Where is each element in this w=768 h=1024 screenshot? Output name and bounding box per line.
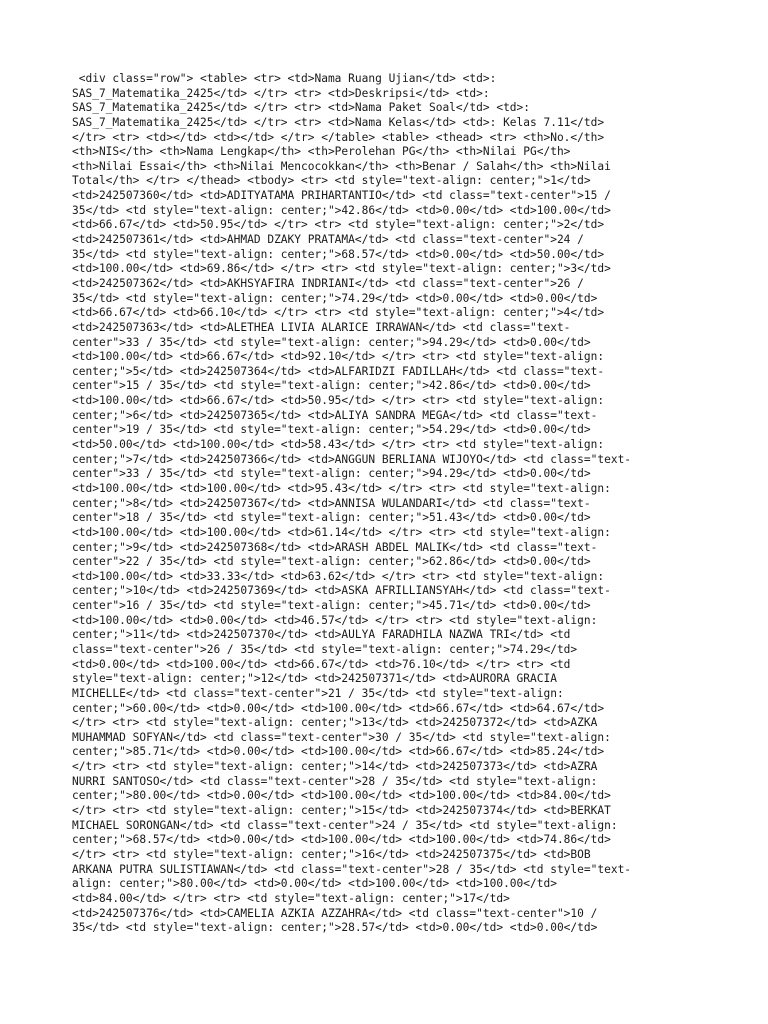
source-line: <td>242507363</td> <td>ALETHEA LIVIA ALARICE IRRAWAN</td> <td class="text-: [72, 320, 571, 334]
source-line: <td>66.67</td> <td>66.10</td> </tr> <tr> <td style="text-align: center;">4</td>: [72, 306, 605, 320]
source-line: SAS_7_Matematika_2425</td> </tr> <tr> <td>Nama Kelas</td> <td>: Kelas 7.11</td>: [72, 115, 605, 129]
source-line: 35</td> <td style="text-align: center;">28.57</td> <td>0.00</td> <td>0.00</td>: [72, 921, 598, 935]
source-line: center">16 / 35</td> <td style="text-align: center;">45.71</td> <td>0.00</td>: [72, 599, 591, 613]
source-line: center">18 / 35</td> <td style="text-align: center;">51.43</td> <td>0.00</td>: [72, 511, 591, 525]
source-line: <td>100.00</td> <td>100.00</td> <td>95.43</td> </tr> <tr> <td style="text-align:: [72, 481, 611, 495]
source-line: align: center;">80.00</td> <td>0.00</td> <td>100.00</td> <td>100.00</td>: [72, 877, 557, 891]
source-line: SAS_7_Matematika_2425</td> </tr> <tr> <td>Deskripsi</td> <td>:: [72, 86, 490, 100]
source-line: center;">68.57</td> <td>0.00</td> <td>100.00</td> <td>100.00</td> <td>74.86</td>: [72, 833, 611, 847]
source-line: <td>100.00</td> <td>100.00</td> <td>61.14</td> </tr> <tr> <td style="text-align:: [72, 525, 611, 539]
source-line: </tr> <tr> <td style="text-align: center;">14</td> <td>242507373</td> <td>AZRA: [72, 760, 598, 774]
source-line: <td>66.67</td> <td>50.95</td> </tr> <tr> <td style="text-align: center;">2</td>: [72, 218, 605, 232]
source-line: <td>100.00</td> <td>33.33</td> <td>63.62</td> </tr> <tr> <td style="text-align:: [72, 569, 605, 583]
source-line: center;">11</td> <td>242507370</td> <td>AULYA FARADHILA NAZWA TRI</td> <td: [72, 628, 571, 642]
source-line: <div class="row"> <table> <tr> <td>Nama Ruang Ujian</td> <td>:: [72, 72, 497, 85]
source-line: <td>0.00</td> <td>100.00</td> <td>66.67</td> <td>76.10</td> </tr> <tr> <td: [72, 657, 571, 671]
source-line: SAS_7_Matematika_2425</td> </tr> <tr> <td>Nama Paket Soal</td> <td>:: [72, 101, 531, 115]
source-line: 35</td> <td style="text-align: center;">42.86</td> <td>0.00</td> <td>100.00</td>: [72, 203, 611, 217]
source-line: NURRI SANTOSO</td> <td class="text-center">28 / 35</td> <td style="text-align:: [72, 774, 598, 788]
source-line: </tr> <tr> <td style="text-align: center;">13</td> <td>242507372</td> <td>AZKA: [72, 716, 598, 730]
source-line: center;">80.00</td> <td>0.00</td> <td>100.00</td> <td>100.00</td> <td>84.00</td>: [72, 789, 611, 803]
source-line: <td>100.00</td> <td>0.00</td> <td>46.57</td> </tr> <tr> <td style="text-align:: [72, 613, 598, 627]
source-line: center;">7</td> <td>242507366</td> <td>ANGGUN BERLIANA WIJOYO</td> <td class="text-: [72, 452, 632, 466]
source-line: center">33 / 35</td> <td style="text-align: center;">94.29</td> <td>0.00</td>: [72, 467, 591, 481]
source-line: center">15 / 35</td> <td style="text-align: center;">42.86</td> <td>0.00</td>: [72, 379, 591, 393]
source-line: <td>100.00</td> <td>66.67</td> <td>50.95</td> </tr> <tr> <td style="text-align:: [72, 394, 605, 408]
source-line: center;">85.71</td> <td>0.00</td> <td>100.00</td> <td>66.67</td> <td>85.24</td>: [72, 745, 605, 759]
source-line: center">22 / 35</td> <td style="text-align: center;">62.86</td> <td>0.00</td>: [72, 555, 591, 569]
source-line: <td>50.00</td> <td>100.00</td> <td>58.43</td> </tr> <tr> <td style="text-align:: [72, 438, 605, 452]
source-line: <td>242507361</td> <td>AHMAD DZAKY PRATAMA</td> <td class="text-center">24 /: [72, 233, 584, 247]
source-line: 35</td> <td style="text-align: center;">68.57</td> <td>0.00</td> <td>50.00</td>: [72, 247, 605, 261]
source-line: </tr> <tr> <td></td> <td></td> </tr> </table> <table> <thead> <tr> <th>No.</th>: [72, 130, 605, 144]
source-line: style="text-align: center;">12</td> <td>242507371</td> <td>AURORA GRACIA: [72, 672, 557, 686]
source-line: <td>242507362</td> <td>AKHSYAFIRA INDRIANI</td> <td class="text-center">26 /: [72, 276, 584, 290]
source-line: <td>242507376</td> <td>CAMELIA AZKIA AZZAHRA</td> <td class="text-center">10 /: [72, 906, 598, 920]
source-line: center;">8</td> <td>242507367</td> <td>ANNISA WULANDARI</td> <td class="text-: [72, 496, 591, 510]
html-source-text: [72, 72, 712, 936]
source-line: <td>100.00</td> <td>69.86</td> </tr> <tr> <td style="text-align: center;">3</td>: [72, 262, 611, 276]
source-line: center;">6</td> <td>242507365</td> <td>ALIYA SANDRA MEGA</td> <td class="text-: [72, 408, 598, 422]
source-line: ARKANA PUTRA SULISTIAWAN</td> <td class="text-center">28 / 35</td> <td style="text-: [72, 862, 632, 876]
source-line: center">33 / 35</td> <td style="text-align: center;">94.29</td> <td>0.00</td>: [72, 335, 591, 349]
source-line: <td>242507360</td> <td>ADITYATAMA PRIHARTANTIO</td> <td class="text-center">15 /: [72, 189, 611, 203]
source-line: class="text-center">26 / 35</td> <td style="text-align: center;">74.29</td>: [72, 642, 578, 656]
source-line: </tr> <tr> <td style="text-align: center;">15</td> <td>242507374</td> <td>BERKAT: [72, 804, 611, 818]
source-line: <td>84.00</td> </tr> <tr> <td style="text-align: center;">17</td>: [72, 891, 510, 905]
source-line: Total</th> </tr> </thead> <tbody> <tr> <td style="text-align: center;">1</td>: [72, 174, 591, 188]
source-line: <th>NIS</th> <th>Nama Lengkap</th> <th>Perolehan PG</th> <th>Nilai PG</th>: [72, 145, 571, 159]
source-line: MUHAMMAD SOFYAN</td> <td class="text-center">30 / 35</td> <td style="text-align:: [72, 730, 611, 744]
source-line: center;">10</td> <td>242507369</td> <td>ASKA AFRILLIANSYAH</td> <td class="text-: [72, 584, 611, 598]
source-line: MICHAEL SORONGAN</td> <td class="text-center">24 / 35</td> <td style="text-align:: [72, 818, 618, 832]
source-line: </tr> <tr> <td style="text-align: center;">16</td> <td>242507375</td> <td>BOB: [72, 847, 591, 861]
source-line: center">19 / 35</td> <td style="text-align: center;">54.29</td> <td>0.00</td>: [72, 423, 591, 437]
source-line: <th>Nilai Essai</th> <th>Nilai Mencocokkan</th> <th>Benar / Salah</th> <th>Nilai: [72, 159, 611, 173]
source-line: center;">9</td> <td>242507368</td> <td>ARASH ABDEL MALIK</td> <td class="text-: [72, 540, 598, 554]
source-line: MICHELLE</td> <td class="text-center">21 / 35</td> <td style="text-align:: [72, 686, 564, 700]
source-line: center;">5</td> <td>242507364</td> <td>ALFARIDZI FADILLAH</td> <td class="text-: [72, 364, 605, 378]
source-line: center;">60.00</td> <td>0.00</td> <td>100.00</td> <td>66.67</td> <td>64.67</td>: [72, 701, 605, 715]
source-line: <td>100.00</td> <td>66.67</td> <td>92.10</td> </tr> <tr> <td style="text-align:: [72, 350, 605, 364]
source-line: 35</td> <td style="text-align: center;">74.29</td> <td>0.00</td> <td>0.00</td>: [72, 291, 598, 305]
